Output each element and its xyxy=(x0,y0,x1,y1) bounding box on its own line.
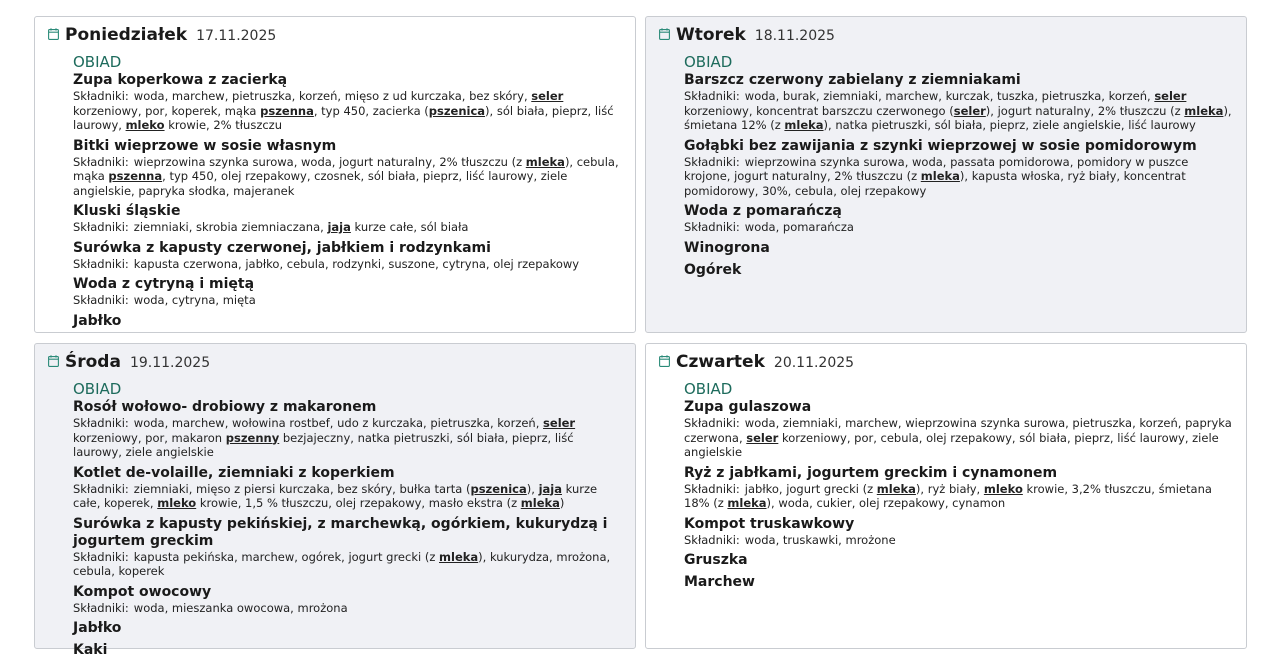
ingredient-text: krowie, 1,5 % tłuszczu, olej rzepakowy, masło ekstra (z xyxy=(196,496,521,510)
allergen-highlight: mleka xyxy=(520,496,560,510)
meal-type-label: OBIAD xyxy=(684,53,733,71)
day-card-monday xyxy=(34,16,636,333)
ingredients-label: Składniki: xyxy=(684,481,740,496)
calendar-icon xyxy=(659,28,670,40)
ingredients-text xyxy=(745,220,854,234)
dish-name: Kompot owocowy xyxy=(73,583,212,600)
dish-name: Kluski śląskie xyxy=(73,203,181,219)
ingredients-label: Składniki: xyxy=(73,481,129,496)
dish-item xyxy=(684,465,1236,511)
dish-item xyxy=(73,240,625,272)
ingredients-label: Składniki: xyxy=(684,154,740,169)
dish-item xyxy=(73,584,625,616)
meal-section xyxy=(47,380,625,659)
dish-ingredients xyxy=(73,257,625,272)
dish-item xyxy=(73,72,625,133)
allergen-highlight: mleko xyxy=(983,481,1023,496)
allergen-highlight: seler xyxy=(1154,89,1187,103)
ingredients-label: Składniki: xyxy=(73,293,129,307)
ingredients-text xyxy=(684,89,1232,132)
ingredient-text: ziemniaki, mięso z piersi kurczaka, bez skóry, bułka tarta ( xyxy=(133,481,471,496)
ingredient-text: krowie, 3,2% tłuszczu, śmietana 18% (z xyxy=(684,481,1212,510)
allergen-highlight: mleko xyxy=(157,496,197,510)
ingredient-text: wieprzowina szynka surowa, woda, jogurt naturalny, 2% tłuszczu (z xyxy=(133,154,526,169)
dish-ingredients xyxy=(684,220,1236,235)
allergen-highlight: mleka xyxy=(784,118,824,132)
dish-item xyxy=(73,276,625,308)
dish-item xyxy=(73,203,625,235)
day-header xyxy=(48,352,625,376)
allergen-highlight: pszenny xyxy=(225,430,280,445)
allergen-highlight: jaja xyxy=(327,220,351,234)
day-card-thursday xyxy=(645,343,1247,649)
dish-name: Kotlet de-volaille, ziemniaki z koperkiem xyxy=(73,464,395,481)
ingredient-text: ), kukurydza, mrożona, cebula, koperek xyxy=(73,549,611,578)
dish-item xyxy=(684,516,1236,548)
meal-type-label: OBIAD xyxy=(73,380,122,398)
meal-section xyxy=(658,53,1236,279)
allergen-highlight: pszenna xyxy=(108,169,163,183)
day-name: Wtorek xyxy=(676,25,746,45)
dish-name: Jabłko xyxy=(73,620,122,636)
ingredient-text: krowie, 2% tłuszczu xyxy=(164,118,283,132)
dish-ingredients xyxy=(684,482,1236,511)
dish-name: Ogórek xyxy=(684,261,742,278)
ingredient-text: ), cebula, mąka xyxy=(73,154,619,183)
ingredients-text xyxy=(73,89,614,132)
allergen-highlight: mleka xyxy=(876,481,916,496)
dish-name: Bitki wieprzowe w sosie własnym xyxy=(73,137,337,154)
dish-name: Woda z pomarańczą xyxy=(684,203,842,219)
dish-name: Jabłko xyxy=(73,312,122,329)
ingredient-text: woda, cytryna, mięta xyxy=(133,293,256,307)
allergen-highlight: pszenica xyxy=(470,481,527,496)
dish-name: Surówka z kapusty czerwonej, jabłkiem i rodzynkami xyxy=(73,239,491,256)
ingredients-text xyxy=(684,482,1212,511)
dish-name: Marchew xyxy=(684,574,755,590)
dish-name: Kompot truskawkowy xyxy=(684,515,855,532)
ingredient-text: woda, truskawki, mrożone xyxy=(744,532,896,547)
dish-name: Rosół wołowo- drobiowy z makaronem xyxy=(73,399,377,415)
day-card-tuesday xyxy=(645,16,1247,333)
ingredient-text: ) xyxy=(559,496,565,510)
ingredients-label: Składniki: xyxy=(684,532,740,547)
dish-name: Winogrona xyxy=(684,239,770,256)
dish-ingredients xyxy=(73,89,625,133)
ingredient-text: ), kapusta włoska, ryż biały, koncentrat pomidorowy, 30%, cebula, olej rzepakowy xyxy=(684,169,1186,198)
dish-item xyxy=(684,574,1236,591)
allergen-highlight: seler xyxy=(953,103,986,118)
meal-section xyxy=(47,53,625,330)
ingredients-text xyxy=(73,482,597,511)
ingredients-label: Składniki: xyxy=(684,220,740,234)
ingredient-text: ), ryż biały, xyxy=(915,481,984,496)
ingredients-text xyxy=(73,550,610,579)
ingredient-text: kurze całe, koperek, xyxy=(73,481,598,510)
ingredients-text xyxy=(745,533,896,547)
ingredients-label: Składniki: xyxy=(73,600,129,615)
ingredients-text xyxy=(73,416,575,459)
dish-name: Gruszka xyxy=(684,552,748,568)
ingredient-text: , typ 450, olej rzepakowy, czosnek, sól biała, pieprz, liść laurowy, ziele angielskie, papryka słodka, majeranek xyxy=(73,169,568,198)
allergen-highlight: jaja xyxy=(538,481,562,496)
ingredient-text: ziemniaki, skrobia ziemniaczana, xyxy=(133,220,328,234)
allergen-highlight: mleka xyxy=(1184,103,1224,118)
day-name: Poniedziałek xyxy=(65,25,188,45)
dish-item xyxy=(73,516,625,579)
ingredients-label: Składniki: xyxy=(684,416,740,430)
day-header xyxy=(48,25,625,49)
dish-name: Zupa koperkowa z zacierką xyxy=(73,72,288,88)
dish-ingredients xyxy=(73,482,625,511)
ingredient-text: korzeniowy, por, makaron xyxy=(73,430,226,445)
day-date: 18.11.2025 xyxy=(754,28,835,44)
allergen-highlight: mleka xyxy=(920,169,960,183)
meal-type-label: OBIAD xyxy=(73,53,122,71)
day-date: 17.11.2025 xyxy=(196,28,277,44)
ingredient-text: , typ 450, zacierka ( xyxy=(313,103,429,118)
dish-ingredients xyxy=(73,601,625,616)
dish-name: Surówka z kapusty pekińskiej, z marchewką, ogórkiem, kukurydzą i jogurtem greckim xyxy=(73,515,608,549)
dish-ingredients xyxy=(73,155,625,199)
allergen-highlight: seler xyxy=(543,416,576,430)
ingredient-text: korzeniowy, por, koperek, mąka xyxy=(73,103,261,118)
ingredient-text: korzeniowy, por, cebula, olej rzepakowy, sól biała, pieprz, liść laurowy, ziele angielskie xyxy=(684,430,1219,459)
ingredient-text: ), sól biała, pieprz, liść laurowy, xyxy=(73,103,614,132)
ingredients-label: Składniki: xyxy=(73,549,129,564)
ingredient-text: ), woda, cukier, olej rzepakowy, cynamon xyxy=(766,496,1006,510)
ingredients-text xyxy=(73,155,619,198)
ingredients-text xyxy=(684,416,1232,459)
dish-ingredients xyxy=(684,155,1236,199)
day-name: Czwartek xyxy=(676,352,765,372)
dish-item xyxy=(73,620,625,637)
ingredient-text: ), śmietana 12% (z xyxy=(684,103,1232,132)
allergen-highlight: pszenica xyxy=(428,103,486,118)
ingredient-text: woda, pomarańcza xyxy=(744,220,854,234)
ingredient-text: jabłko, jogurt grecki (z xyxy=(744,481,877,496)
allergen-highlight: seler xyxy=(531,89,564,103)
ingredient-text: woda, ziemniaki, marchew, wieprzowina szynka surowa, pietruszka, korzeń, papryka czerwona, xyxy=(684,416,1232,445)
dish-item xyxy=(73,642,625,659)
dish-ingredients xyxy=(73,550,625,579)
dish-name: Zupa gulaszowa xyxy=(684,399,812,415)
allergen-highlight: mleka xyxy=(727,496,767,510)
day-header xyxy=(659,25,1236,49)
ingredient-text: ), xyxy=(526,481,539,496)
dish-item xyxy=(73,138,625,199)
calendar-icon xyxy=(48,28,59,40)
calendar-icon xyxy=(48,355,59,367)
ingredient-text: woda, mieszanka owocowa, mrożona xyxy=(133,600,348,615)
dish-ingredients xyxy=(73,416,625,460)
dish-item xyxy=(73,313,625,330)
allergen-highlight: mleko xyxy=(125,118,165,132)
ingredient-text: ), natka pietruszki, sól biała, pieprz, ziele angielskie, liść laurowy xyxy=(823,118,1196,132)
dish-item xyxy=(684,399,1236,460)
ingredients-text xyxy=(684,155,1188,198)
dish-item xyxy=(684,138,1236,199)
ingredient-text: korzeniowy, koncentrat barszczu czerwonego ( xyxy=(684,103,954,118)
ingredients-label: Składniki: xyxy=(73,154,129,169)
dish-item xyxy=(684,262,1236,279)
dish-item xyxy=(684,203,1236,235)
ingredients-label: Składniki: xyxy=(73,89,129,103)
day-date: 19.11.2025 xyxy=(129,355,211,371)
meal-section xyxy=(658,380,1236,591)
ingredient-text: woda, marchew, pietruszka, korzeń, mięso z ud kurczaka, bez skóry, xyxy=(133,89,532,103)
ingredients-label: Składniki: xyxy=(684,89,740,103)
ingredient-text: kapusta pekińska, marchew, ogórek, jogurt grecki (z xyxy=(133,549,440,564)
allergen-highlight: seler xyxy=(746,430,779,445)
dish-ingredients xyxy=(73,293,625,308)
dish-ingredients xyxy=(684,416,1236,460)
ingredient-text: kurze całe, sól biała xyxy=(350,220,469,234)
dish-name: Barszcz czerwony zabielany z ziemniakami xyxy=(684,72,1021,88)
day-date: 20.11.2025 xyxy=(773,355,855,371)
ingredient-text: woda, marchew, wołowina rostbef, udo z kurczaka, pietruszka, korzeń, xyxy=(133,416,544,430)
ingredients-label: Składniki: xyxy=(73,256,129,271)
calendar-icon xyxy=(659,355,670,367)
ingredients-text xyxy=(134,257,579,271)
dish-name: Ryż z jabłkami, jogurtem greckim i cynamonem xyxy=(684,464,1058,481)
ingredients-label: Składniki: xyxy=(73,220,129,234)
ingredient-text: bezjajeczny, natka pietruszki, sól biała, pieprz, liść laurowy, ziele angielskie xyxy=(73,430,574,459)
ingredient-text: wieprzowina szynka surowa, woda, passata pomidorowa, pomidory w puszce krojone, jogurt naturalny, 2% tłuszczu (z xyxy=(684,154,1189,183)
ingredient-text: woda, burak, ziemniaki, marchew, kurczak, tuszka, pietruszka, korzeń, xyxy=(744,89,1155,103)
dish-item xyxy=(684,552,1236,569)
ingredients-text xyxy=(134,220,469,234)
dish-ingredients xyxy=(684,89,1236,133)
allergen-highlight: mleka xyxy=(439,549,479,564)
meal-type-label: OBIAD xyxy=(684,380,733,398)
ingredients-text xyxy=(134,293,256,307)
ingredient-text: kapusta czerwona, jabłko, cebula, rodzynki, suszone, cytryna, olej rzepakowy xyxy=(133,256,580,271)
day-card-wednesday xyxy=(34,343,636,658)
day-header xyxy=(659,352,1236,376)
dish-item xyxy=(684,72,1236,133)
ingredients-text xyxy=(134,601,348,615)
dish-name: Kaki xyxy=(73,642,108,658)
day-name: Środa xyxy=(65,352,121,372)
allergen-highlight: mleka xyxy=(525,154,565,169)
dish-item xyxy=(684,240,1236,257)
dish-name: Woda z cytryną i miętą xyxy=(73,276,255,292)
ingredients-label: Składniki: xyxy=(73,416,129,430)
dish-item xyxy=(73,465,625,511)
dish-name: Gołąbki bez zawijania z szynki wieprzowej w sosie pomidorowym xyxy=(684,137,1197,154)
ingredient-text: ), jogurt naturalny, 2% tłuszczu (z xyxy=(985,103,1185,118)
dish-item xyxy=(73,399,625,460)
allergen-highlight: pszenna xyxy=(260,103,314,118)
dish-ingredients xyxy=(73,220,625,235)
dish-ingredients xyxy=(684,533,1236,548)
